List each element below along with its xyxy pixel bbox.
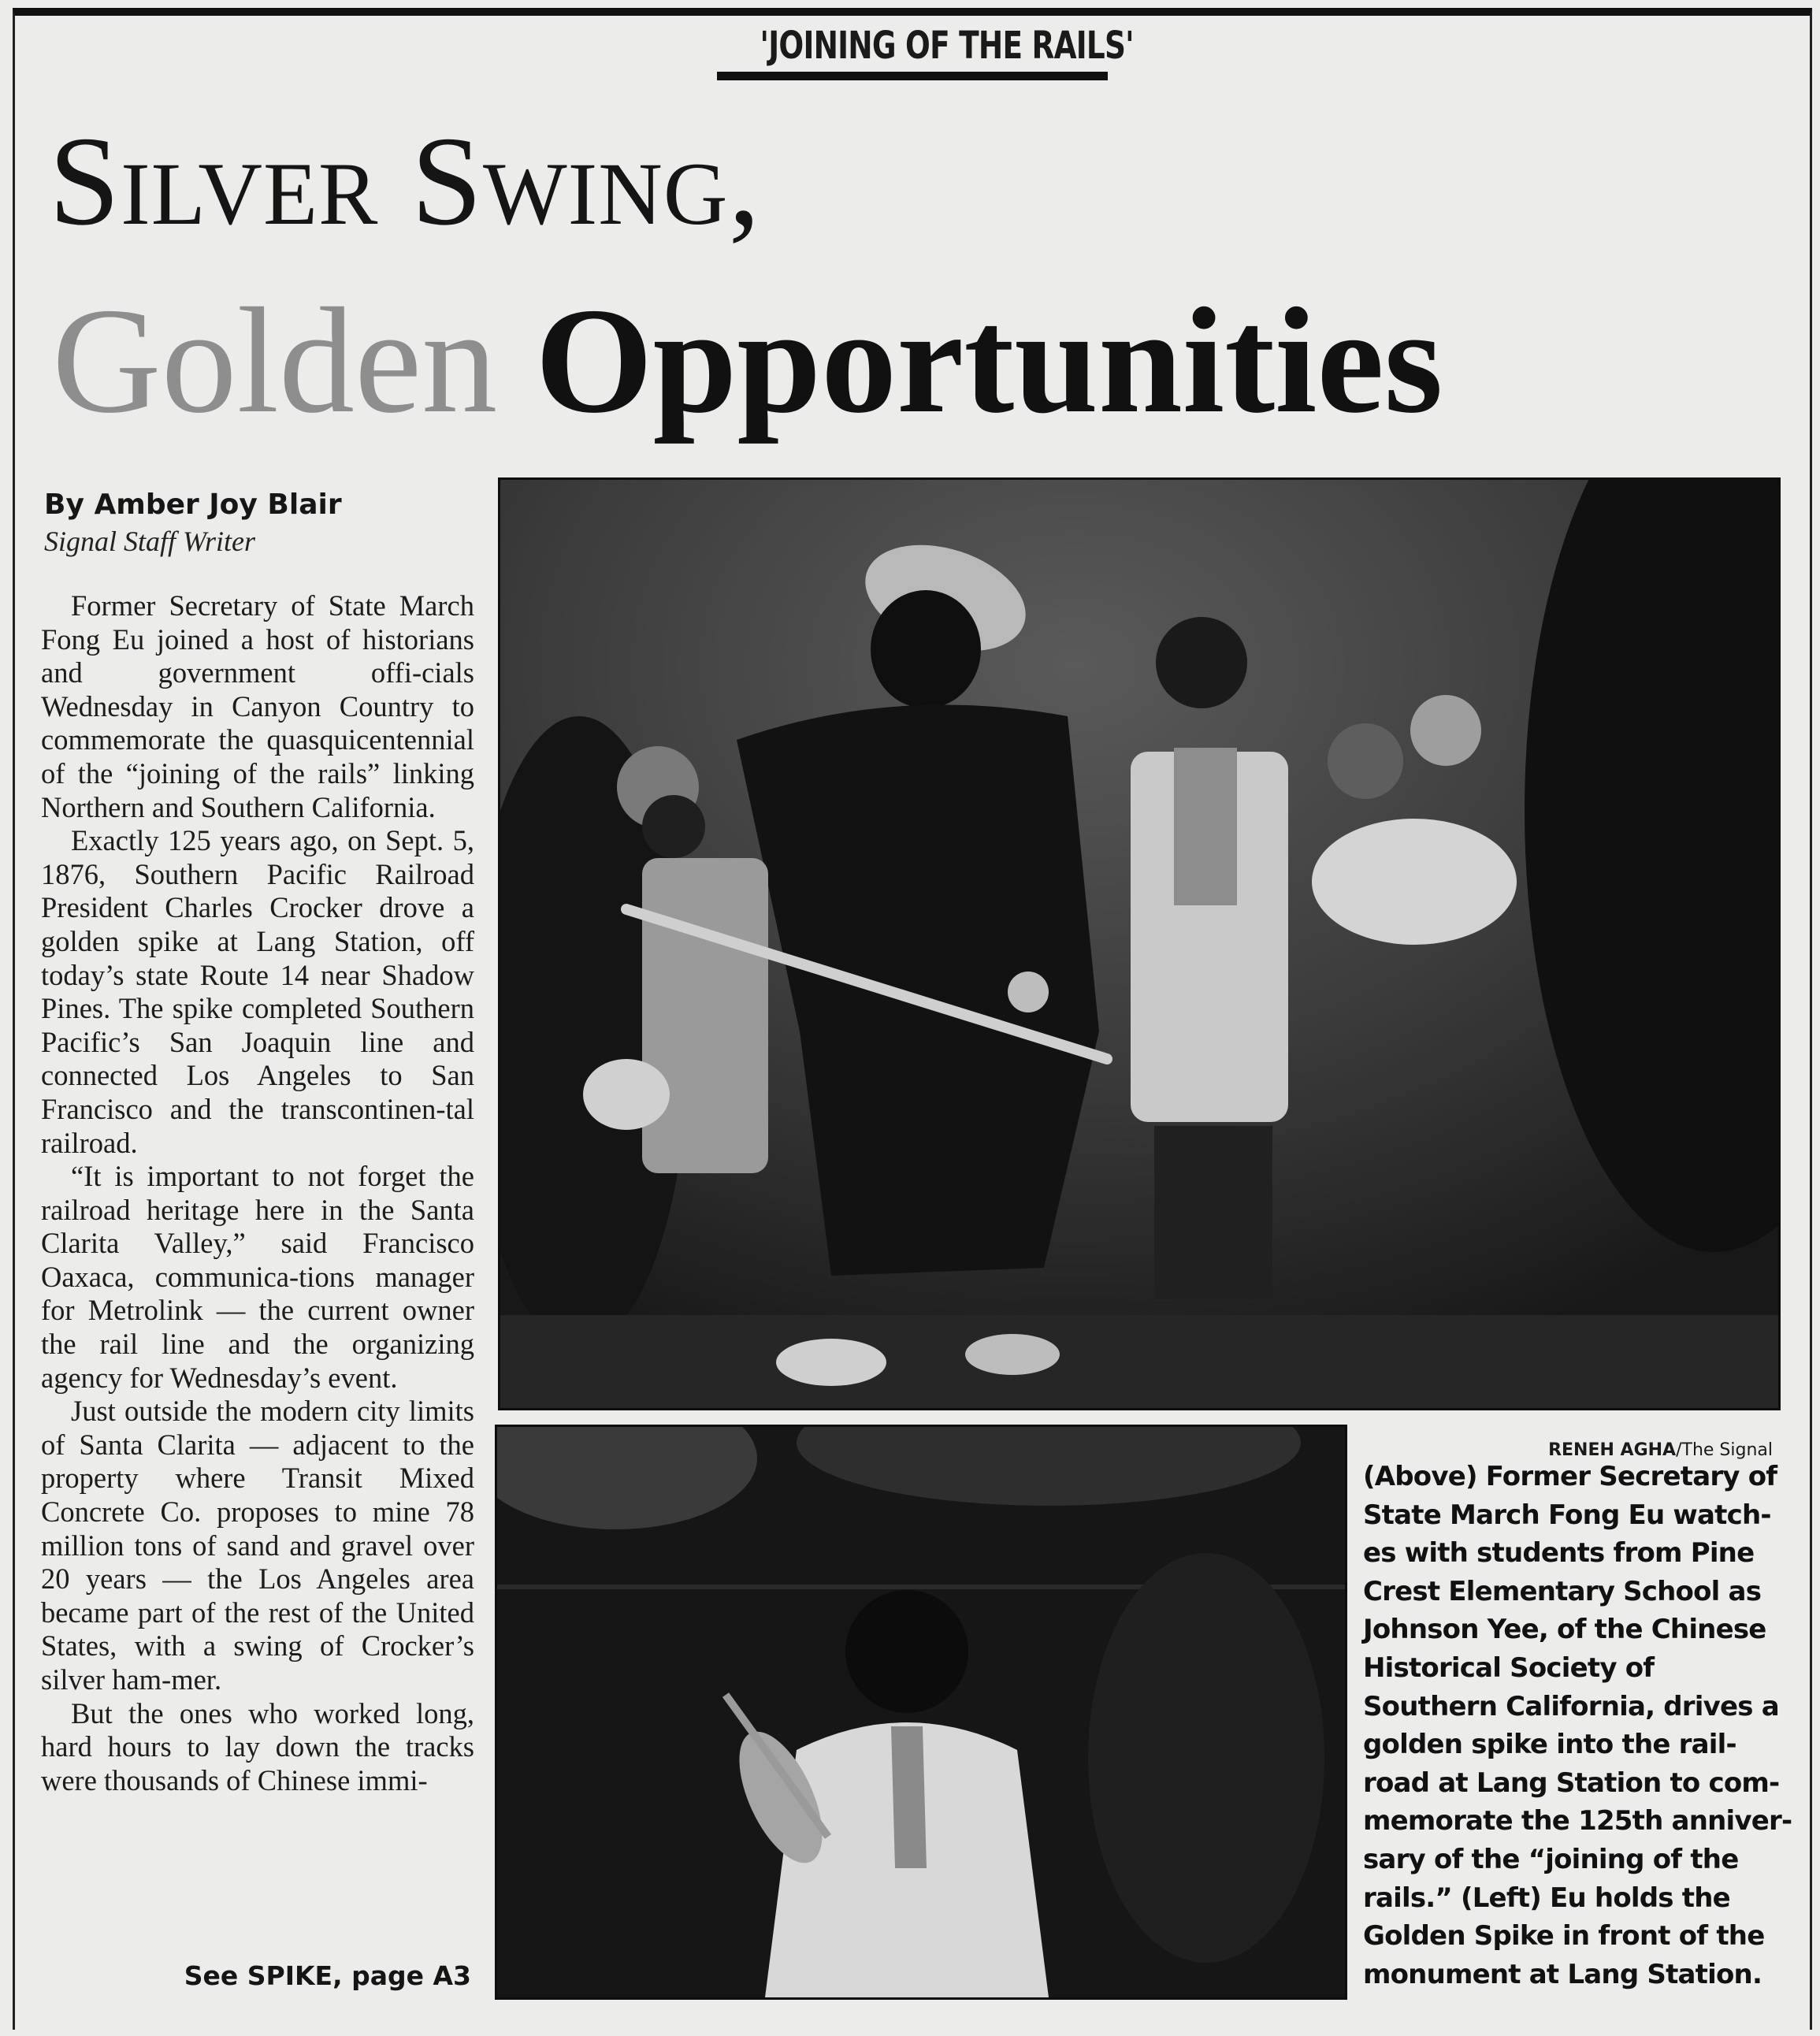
headline-line-2 xyxy=(52,277,1443,444)
jump-reference: See SPIKE, page A3 xyxy=(184,1960,471,1991)
caption-line: es with students from Pine xyxy=(1363,1537,1755,1570)
caption-line: monument at Lang Station. xyxy=(1363,1958,1762,1990)
article-paragraph: Exactly 125 years ago, on Sept. 5, 1876, Southern Pacific Railroad President Charles Crocker drove a golden spike at Lang Station, off today’s state Route 14 near Shadow Pines. The spike completed Southern Pacific’s San Joaquin line and connected Los Angeles to San Francisco and the transcontinen-tal railroad. xyxy=(41,824,474,1159)
headline-golden-word: Golden xyxy=(52,277,498,444)
headline-opportunities-word: Opportunities xyxy=(535,277,1443,444)
caption-line: golden spike into the rail- xyxy=(1363,1729,1736,1761)
article-paragraph: Just outside the modern city limits of Santa Clarita — adjacent to the property where Transit Mixed Concrete Co. proposes to mine 78 million tons of sand and gravel over 20 years — the Los Angeles area became part of the rest of the United States, with a swing of Crocker’s silver ham-mer. xyxy=(41,1395,474,1696)
caption-line: Golden Spike in front of the xyxy=(1363,1920,1765,1952)
caption-line: memorate the 125th anniver- xyxy=(1363,1805,1792,1837)
photo-outlet: /The Signal xyxy=(1676,1440,1773,1460)
caption-line: Crest Elementary School as xyxy=(1363,1575,1762,1607)
secondary-photo xyxy=(495,1425,1347,2000)
headline-line-1: Silver Swing, xyxy=(49,111,761,252)
caption-line: Johnson Yee, of the Chinese xyxy=(1363,1614,1766,1646)
caption-line: Southern California, drives a xyxy=(1363,1690,1779,1722)
byline-author: By Amber Joy Blair xyxy=(44,489,342,521)
byline-title: Signal Staff Writer xyxy=(44,526,256,557)
kicker-underline xyxy=(717,72,1108,80)
caption-line: State March Fong Eu watch- xyxy=(1363,1499,1771,1531)
photographer-name: RENEH AGHA xyxy=(1548,1440,1677,1460)
caption-line: (Above) Former Secretary of xyxy=(1363,1461,1777,1492)
caption-line: road at Lang Station to com- xyxy=(1363,1767,1780,1799)
secondary-photo-image xyxy=(497,1427,1345,1997)
article-paragraph: But the ones who worked long, hard hours to lay down the tracks were thousands of Chinese immi- xyxy=(41,1696,474,1796)
article-paragraph: “It is important to not forget the railroad heritage here in the Santa Clarita Valley,” said Francisco Oaxaca, communica-tions manager for Metrolink — the current owner the rail line and the organizing agency for Wednesday’s event. xyxy=(41,1160,474,1394)
main-photo xyxy=(498,477,1781,1410)
caption-line: sary of the “joining of the xyxy=(1363,1843,1739,1875)
section-kicker: 'JOINING OF THE RAILS' xyxy=(760,24,1134,68)
photo-caption xyxy=(1363,1458,1792,1993)
article-paragraph: Former Secretary of State March Fong Eu joined a host of historians and government offi-cials Wednesday in Canyon Country to commemorate the quasquicentennial of the “joining of the rails” linking Northern and Southern California. xyxy=(41,589,474,823)
main-photo-image xyxy=(500,480,1778,1408)
caption-line: rails.” (Left) Eu holds the xyxy=(1363,1882,1730,1914)
caption-line: Historical Society of xyxy=(1363,1651,1655,1684)
article-body xyxy=(41,589,474,1797)
